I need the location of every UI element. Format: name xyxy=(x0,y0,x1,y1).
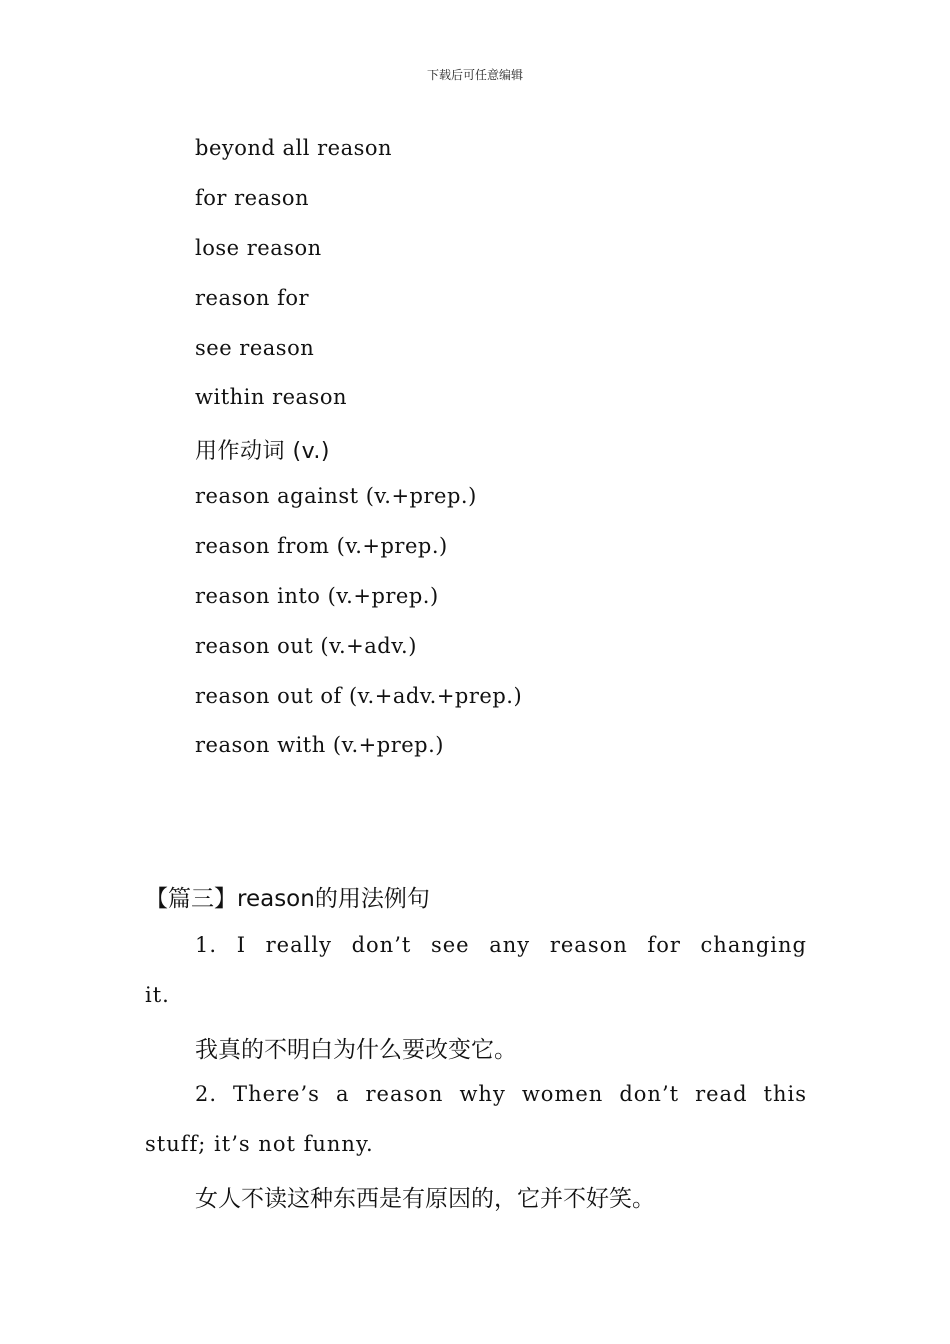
phrase-item: for reason xyxy=(195,186,310,210)
phrase-item: reason against (v.+prep.) xyxy=(195,484,477,508)
phrase-item: beyond all reason xyxy=(195,136,393,160)
phrase-item: reason out (v.+adv.) xyxy=(195,634,417,658)
section-heading: 【篇三】reason的用法例句 xyxy=(145,886,430,912)
phrase-item: reason out of (v.+adv.+prep.) xyxy=(195,684,523,708)
example-sentence-line: 2. There’s a reason why women don’t read this xyxy=(195,1082,807,1106)
phrase-item: reason with (v.+prep.) xyxy=(195,733,444,757)
example-sentence-line: it. xyxy=(145,983,170,1007)
phrase-item: reason for xyxy=(195,286,310,310)
phrase-item: reason from (v.+prep.) xyxy=(195,534,448,558)
phrase-subheading-verb: 用作动词 (v.) xyxy=(195,439,330,464)
phrase-item: reason into (v.+prep.) xyxy=(195,584,439,608)
example-translation: 我真的不明白为什么要改变它。 xyxy=(195,1037,517,1063)
phrase-item: within reason xyxy=(195,385,348,409)
phrase-item: lose reason xyxy=(195,236,322,260)
example-sentence-line: 1. I really don’t see any reason for changing xyxy=(195,933,807,957)
example-translation: 女人不读这种东西是有原因的，它并不好笑。 xyxy=(195,1186,655,1212)
header-note: 下载后可任意编辑 xyxy=(426,68,523,82)
phrase-item: see reason xyxy=(195,336,315,360)
example-sentence-line: stuff; it’s not funny. xyxy=(145,1132,374,1156)
